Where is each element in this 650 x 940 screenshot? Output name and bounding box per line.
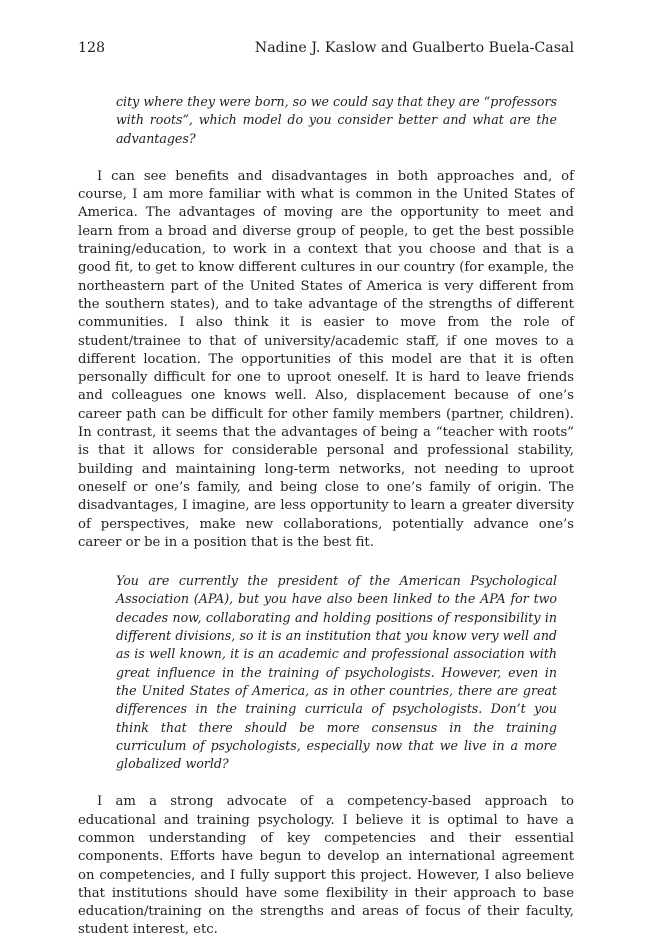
running-head-authors: Nadine J. Kaslow and Gualberto Buela-Casal [254, 40, 574, 56]
interview-question-continued: city where they were born, so we could say that they are “professors with roots”, which model do you consider better and what are the advantages? [116, 94, 557, 146]
interview-answer-1: I can see benefits and disadvantages in both approaches and, of course, I am more familiar with what is common in the United States of America. The advantages of moving are the opportunity to meet and learn from a broad and diverse group of people, to get the best possible training/education, to work in a context that you choose and that is a good fit, to get to know different cultures in our country (for example, the northeastern part of the United States of America is very different from the southern states), and to take advantage of the strengths of different communities. I also think it is easier to move from the role of student/trainee to that of university/academic staff, if one moves to a different location. The opportunities of this model are that it is often personally difficult for one to uproot oneself. It is hard to leave friends and colleagues one knows well. Also, displacement because of one’s career path can be difficult for other family members (partner, children). In contrast, it seems that the advantages of being a “teacher with roots” is that it allows for considerable personal and professional stability, building and maintaining long-term networks, not needing to uproot oneself or one’s family, and being close to one’s family of origin. The disadvantages, I imagine, are less opportunity to learn a greater diversity of perspectives, make new collaborations, potentially advance one’s career or be in a position that is the best fit. [78, 168, 574, 550]
page-number: 128 [78, 40, 106, 56]
article-body [78, 93, 574, 940]
interview-question-apa: You are currently the president of the American Psychological Association (APA), but you have also been linked to the APA for two decades now, collaborating and holding positions of responsibility in different divisions, so it is an institution that you know very well and as is well known, it is an academic and professional association with great influence in the training of psychologists. However, even in the United States of America, as in other countries, there are great differences in the training curricula of psychologists. Don’t you think that there should be more consensus in the training curriculum of psychologists, especially now that we live in a more globalized world? [116, 573, 557, 772]
interview-answer-2: I am a strong advocate of a competency-based approach to educational and training psychology. I believe it is optimal to have a common understanding of key competencies and their essential components. Efforts have begun to develop an international agreement on competencies, and I fully support this project. However, I also believe that institutions should have some flexibility in their approach to base education/training on the strengths and areas of focus of their faculty, student interest, etc. [78, 794, 574, 938]
